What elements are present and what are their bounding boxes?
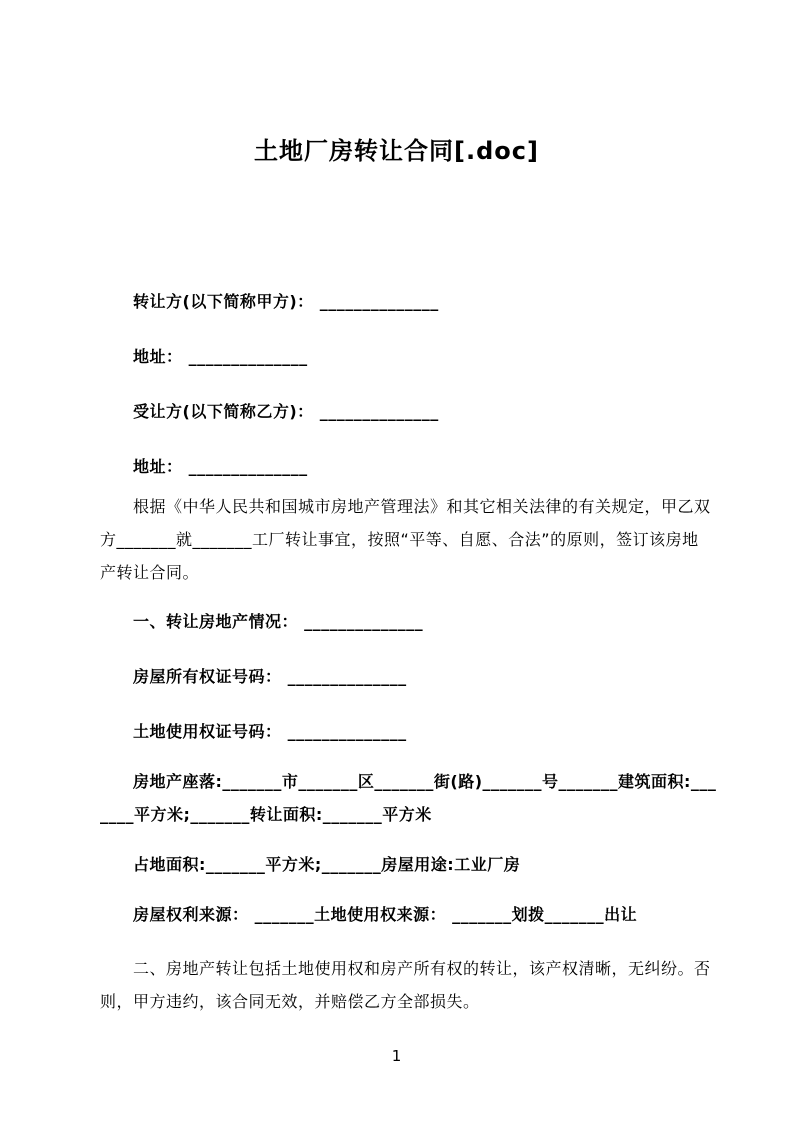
text-line: 根据《中华人民共和国城市房地产管理法》和其它相关法律的有关规定，甲乙双 [133, 497, 711, 516]
text-line: 转让方(以下简称甲方)： ______________ [133, 292, 439, 311]
house-ownership-cert-line [100, 660, 713, 693]
document-body [100, 285, 717, 1018]
text-line: 方_______就_______工厂转让事宜，按照“平等、自愿、合法”的原则，签订该房地 [100, 530, 699, 549]
preamble-paragraph [100, 490, 713, 589]
property-location-paragraph [100, 765, 717, 831]
text-line: 土地使用权证号码： ______________ [133, 722, 407, 741]
text-line: 地址： ______________ [133, 457, 308, 476]
text-line: ____平方米;_______转让面积:_______平方米 [100, 805, 432, 824]
text-line: 二、房地产转让包括土地使用权和房产所有权的转让，该产权清晰，无纠纷。否 [133, 959, 711, 978]
land-use-cert-line [100, 715, 713, 748]
clause-2-paragraph [100, 952, 713, 1018]
text-line: 产转让合同。 [100, 563, 200, 582]
text-line: 一、转让房地产情况： ______________ [133, 612, 424, 631]
text-line: 占地面积:_______平方米;_______房屋用途:工业厂房 [133, 855, 521, 874]
text-line: 地址： ______________ [133, 347, 308, 366]
party-a-address-line [100, 340, 713, 373]
text-line: 房地产座落:_______市_______区_______街(路)_______号_______建筑面积:___ [133, 772, 717, 791]
party-b-line [100, 395, 713, 428]
land-area-line [100, 848, 713, 881]
text-line: 房屋权利来源： _______土地使用权来源： _______划拨_______出让 [133, 905, 638, 924]
party-b-address-line [100, 450, 713, 483]
page-number: 1 [391, 1047, 402, 1065]
text-line: 房屋所有权证号码： ______________ [133, 667, 407, 686]
text-line: 则，甲方违约，该合同无效，并赔偿乙方全部损失。 [100, 992, 480, 1011]
party-a-line [100, 285, 713, 318]
clause-1-heading [100, 605, 713, 638]
document-title: 土地厂房转让合同[.doc] [254, 137, 539, 165]
text-line: 受让方(以下简称乙方)： ______________ [133, 402, 439, 421]
rights-source-line [100, 898, 713, 931]
